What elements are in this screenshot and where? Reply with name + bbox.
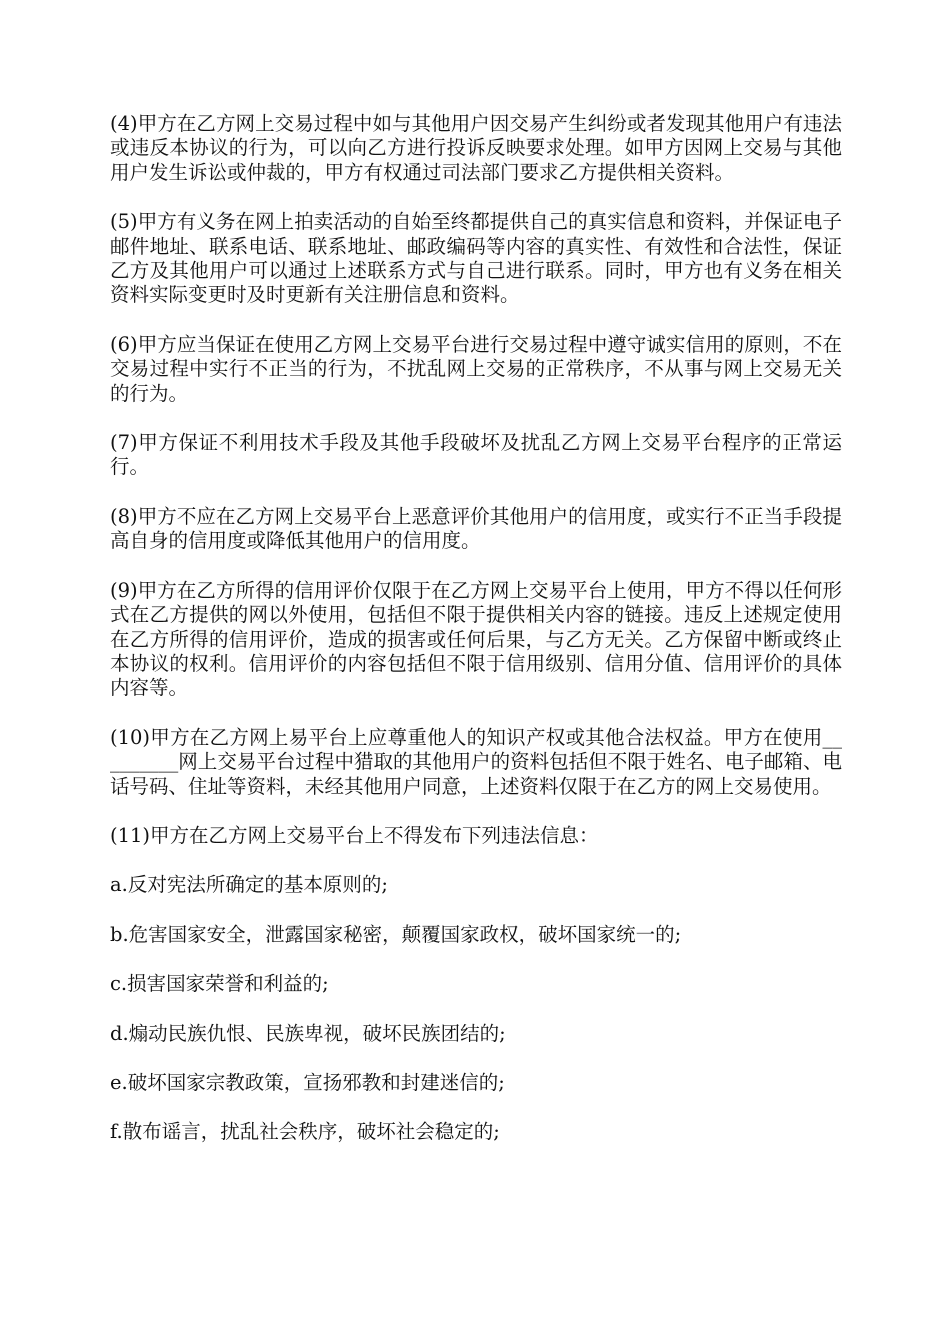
clause-9: (9)甲方在乙方所得的信用评价仅限于在乙方网上交易平台上使用，甲方不得以任何形式在乙方提供的网以外使用，包括但不限于提供相关内容的链接。违反上述规定使用在乙方所得的信用评价，造成的损害或任何后果，与乙方无关。乙方保留中断或终止本协议的权利。信用评价的内容包括但不限于信用级别、信用分值、信用评价的具体内容等。 xyxy=(110,578,842,700)
list-item-e: e.破坏国家宗教政策，宣扬邪教和封建迷信的; xyxy=(110,1070,505,1094)
list-item-f: f.散布谣言，扰乱社会秩序，破坏社会稳定的; xyxy=(110,1120,500,1144)
list-item-a: a.反对宪法所确定的基本原则的; xyxy=(110,873,388,897)
clause-4: (4)甲方在乙方网上交易过程中如与其他用户因交易产生纠纷或者发现其他用户有违法或违反本协议的行为，可以向乙方进行投诉反映要求处理。如甲方因网上交易与其他用户发生诉讼或仲裁的，甲方有权通过司法部门要求乙方提供相关资料。 xyxy=(110,112,842,184)
clause-10: (10)甲方在乙方网上易平台上应尊重他人的知识产权或其他合法权益。甲方在使用_________网上交易平台过程中猎取的其他用户的资料包括但不限于姓名、电子邮箱、电话号码、住址等资料，未经其他用户同意，上述资料仅限于在乙方的网上交易使用。 xyxy=(110,725,842,798)
list-item-c: c.损害国家荣誉和利益的; xyxy=(110,972,329,996)
clause-8: (8)甲方不应在乙方网上交易平台上恶意评价其他用户的信用度，或实行不正当手段提高自身的信用度或降低其他用户的信用度。 xyxy=(110,504,842,553)
list-item-b: b.危害国家安全，泄露国家秘密，颠覆国家政权，破坏国家统一的; xyxy=(110,922,682,946)
clause-11: (11)甲方在乙方网上交易平台上不得发布下列违法信息： xyxy=(110,823,599,847)
clause-6: (6)甲方应当保证在使用乙方网上交易平台进行交易过程中遵守诚实信用的原则，不在交易过程中实行不正当的行为，不扰乱网上交易的正常秩序，不从事与网上交易无关的行为。 xyxy=(110,332,842,405)
clause-5: (5)甲方有义务在网上拍卖活动的自始至终都提供自己的真实信息和资料，并保证电子邮件地址、联系电话、联系地址、邮政编码等内容的真实性、有效性和合法性，保证乙方及其他用户可以通过上述联系方式与自己进行联系。同时，甲方也有义务在相关资料实际变更时及时更新有关注册信息和资料。 xyxy=(110,210,842,307)
clause-7: (7)甲方保证不利用技术手段及其他手段破坏及扰乱乙方网上交易平台程序的正常运行。 xyxy=(110,431,842,479)
document-body xyxy=(110,112,842,1170)
list-item-d: d.煽动民族仇恨、民族卑视，破坏民族团结的; xyxy=(110,1021,506,1045)
